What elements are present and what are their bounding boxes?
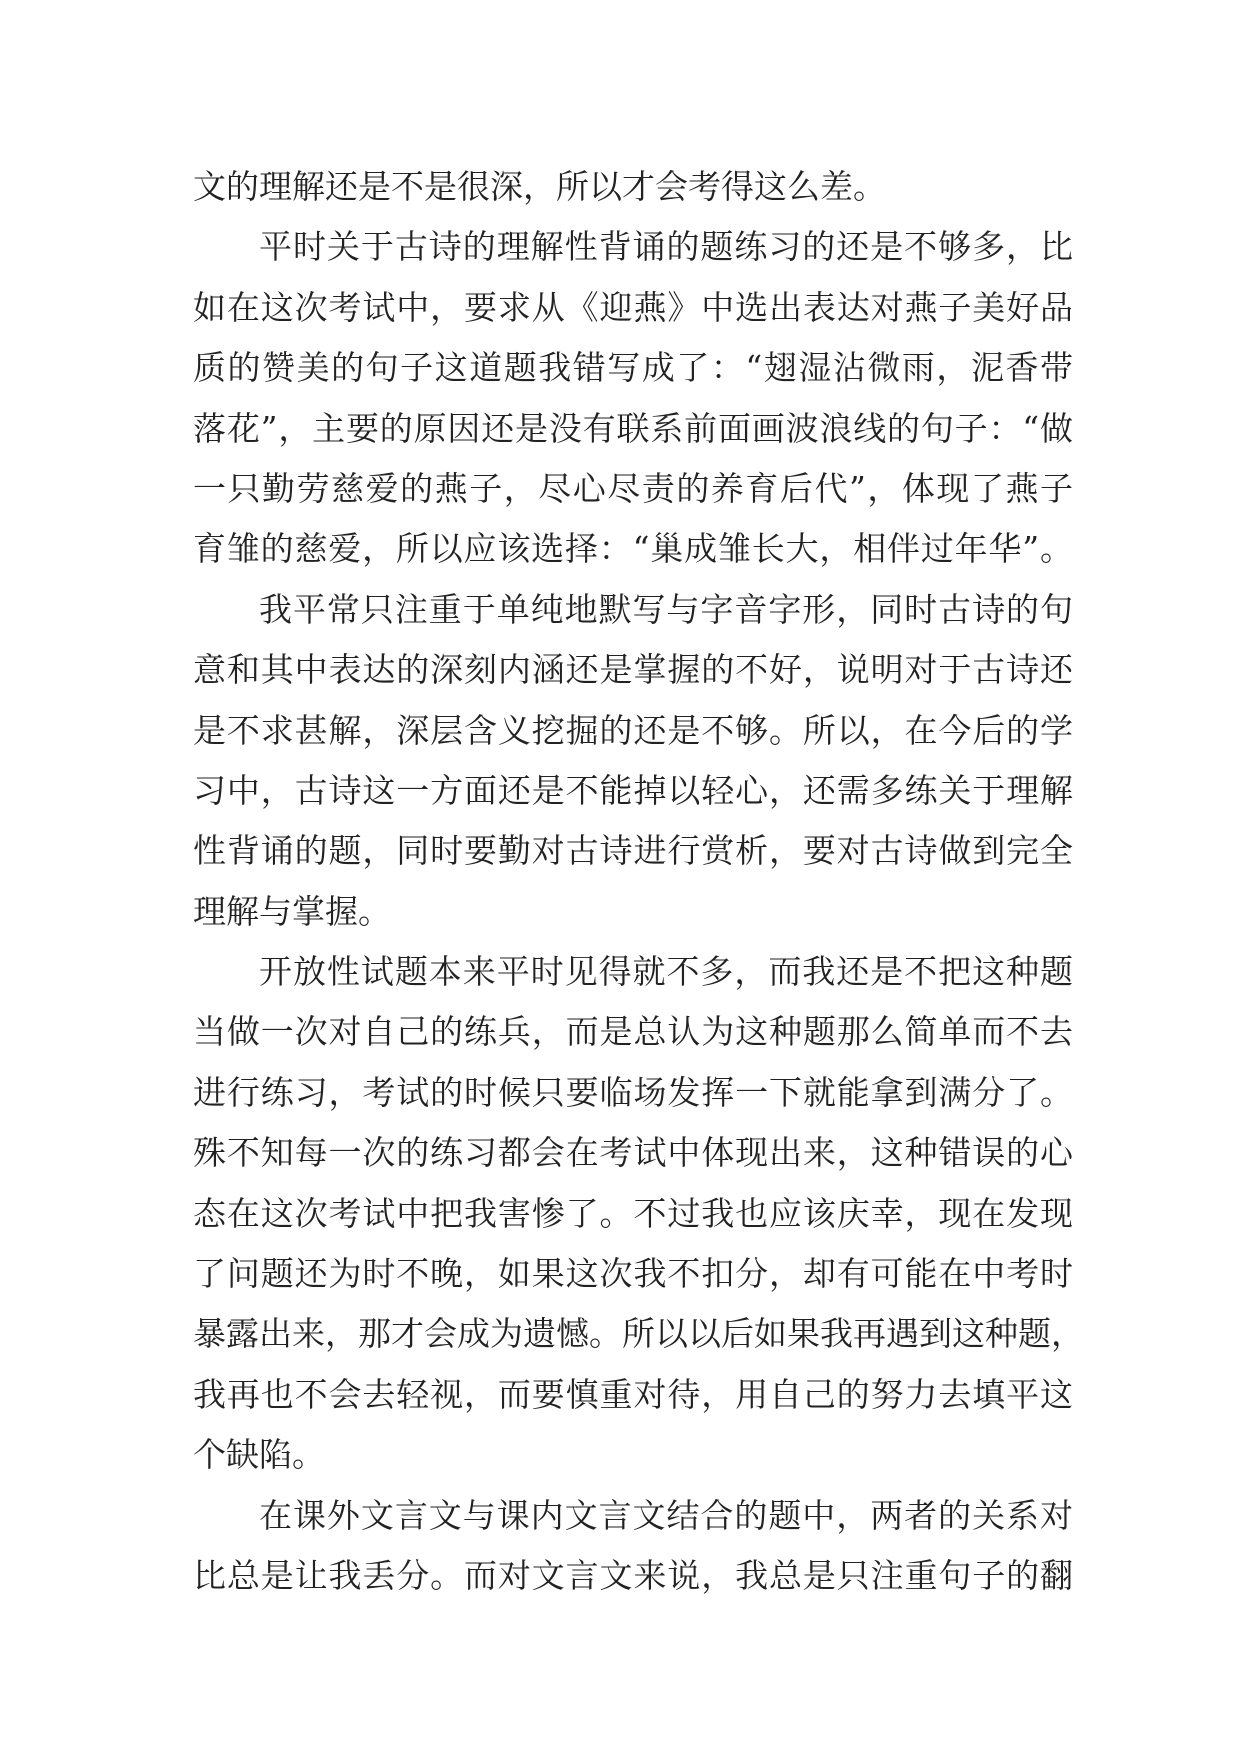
text-line: 当做一次对自己的练兵，而是总认为这种题那么简单而不去 <box>193 1012 1073 1052</box>
text-line: 习中，古诗这一方面还是不能掉以轻心，还需多练关于理解 <box>193 770 1073 810</box>
text-line: 开放性试题本来平时见得就不多，而我还是不把这种题 <box>259 952 1073 992</box>
text-line: 比总是让我丢分。而对文言文来说，我总是只注重句子的翻 <box>193 1555 1073 1595</box>
text-line: 在课外文言文与课内文言文结合的题中，两者的关系对 <box>259 1495 1073 1535</box>
text-line: 是不求甚解，深层含义挖掘的还是不够。所以，在今后的学 <box>193 710 1073 750</box>
text-line: 平时关于古诗的理解性背诵的题练习的还是不够多，比 <box>259 227 1073 267</box>
text-line: 落花”，主要的原因还是没有联系前面画波浪线的句子：“做 <box>193 408 1073 448</box>
body-text <box>193 157 1084 1606</box>
text-line: 殊不知每一次的练习都会在考试中体现出来，这种错误的心 <box>193 1133 1073 1173</box>
text-line: 我平常只注重于单纯地默写与字音字形，同时古诗的句 <box>259 589 1073 629</box>
text-line: 性背诵的题，同时要勤对古诗进行赏析，要对古诗做到完全 <box>193 831 1073 871</box>
text-line: 如在这次考试中，要求从《迎燕》中选出表达对燕子美好品 <box>193 287 1073 327</box>
text-line: 了问题还为时不晚，如果这次我不扣分，却有可能在中考时 <box>193 1254 1073 1294</box>
text-line: 理解与掌握。 <box>193 891 391 931</box>
text-line: 质的赞美的句子这道题我错写成了：“翅湿沾微雨，泥香带 <box>193 348 1073 388</box>
text-line: 我再也不会去轻视，而要慎重对待，用自己的努力去填平这 <box>193 1374 1073 1414</box>
text-line: 文的理解还是不是很深，所以才会考得这么差。 <box>193 167 886 206</box>
text-line: 意和其中表达的深刻内涵还是掌握的不好，说明对于古诗还 <box>193 650 1073 690</box>
text-line: 暴露出来，那才会成为遗憾。所以以后如果我再遇到这种题， <box>193 1314 1084 1354</box>
text-line: 态在这次考试中把我害惨了。不过我也应该庆幸，现在发现 <box>193 1193 1073 1233</box>
text-line: 进行练习，考试的时候只要临场发挥一下就能拿到满分了。 <box>193 1072 1073 1112</box>
text-line: 个缺陷。 <box>193 1435 325 1475</box>
text-line: 育雏的慈爱，所以应该选择：“巢成雏长大，相伴过年华”。 <box>193 529 1073 569</box>
text-line: 一只勤劳慈爱的燕子，尽心尽责的养育后代”，体现了燕子 <box>193 468 1073 508</box>
